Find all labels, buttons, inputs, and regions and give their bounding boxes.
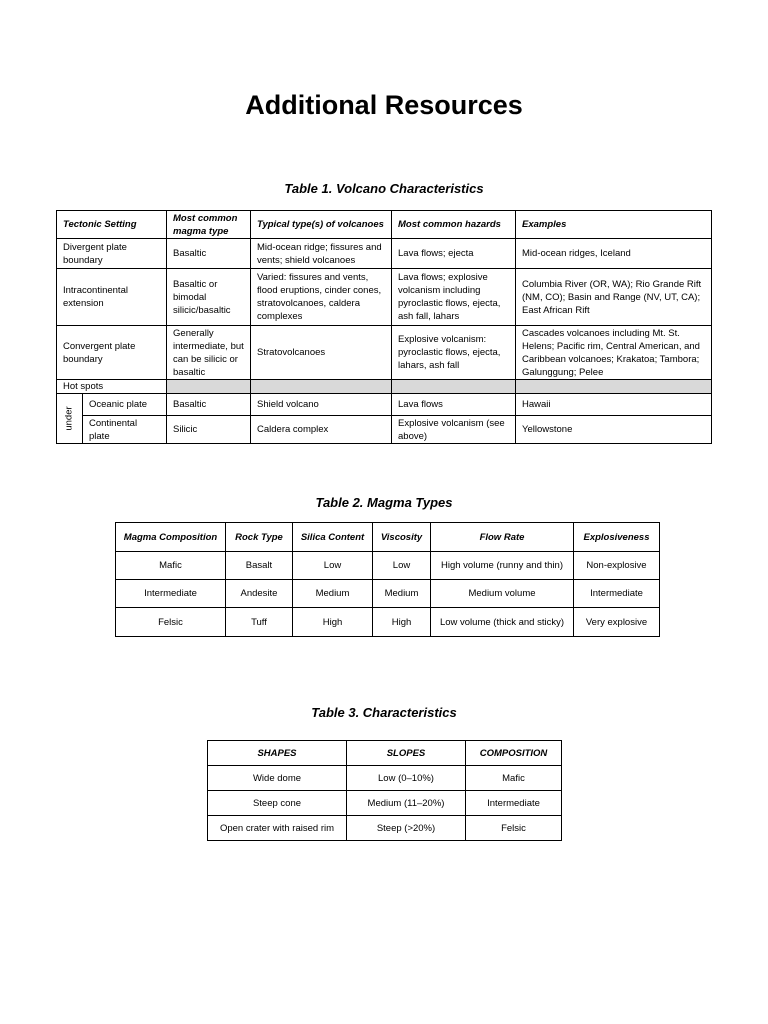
- table-cell: Medium (11–20%): [347, 791, 466, 816]
- table-cell: Felsic: [116, 608, 226, 637]
- header-cell: Magma Composition: [116, 523, 226, 552]
- table-cell: Tuff: [226, 608, 293, 637]
- table-cell: Intermediate: [116, 580, 226, 608]
- table-cell: Low: [293, 552, 373, 580]
- table-cell: Explosive volcanism (see above): [392, 416, 516, 444]
- header-cell: Viscosity: [373, 523, 431, 552]
- table-header-row: [57, 211, 712, 239]
- table3-caption: Table 3. Characteristics: [311, 705, 457, 720]
- table-cell: Medium volume: [431, 580, 574, 608]
- table-row: [57, 269, 712, 326]
- table-cell: High: [373, 608, 431, 637]
- header-cell: SHAPES: [208, 741, 347, 766]
- table-row: [208, 766, 562, 791]
- table-cell: Divergent plate boundary: [57, 239, 167, 269]
- table-cell: Columbia River (OR, WA); Rio Grande Rift (NM, CO); Basin and Range (NV, UT, CA); East African Rift: [516, 269, 712, 326]
- table1-caption: Table 1. Volcano Characteristics: [284, 181, 484, 196]
- header-cell: SLOPES: [347, 741, 466, 766]
- hotspots-row: [57, 380, 712, 394]
- under-label: under: [64, 406, 75, 431]
- table-header-row: [116, 523, 660, 552]
- table-cell: Stratovolcanoes: [251, 326, 392, 380]
- table-cell: Steep (>20%): [347, 816, 466, 841]
- table-row: [116, 552, 660, 580]
- shaded-cell: [251, 380, 392, 394]
- table-row: [116, 608, 660, 637]
- table-cell: Intracontinental extension: [57, 269, 167, 326]
- header-cell: Flow Rate: [431, 523, 574, 552]
- header-cell: Most common hazards: [392, 211, 516, 239]
- table-header-row: [208, 741, 562, 766]
- table-row: [57, 416, 712, 444]
- table-cell: Non-explosive: [574, 552, 660, 580]
- table-cell: Explosive volcanism: pyroclastic flows, ejecta, lahars, ash fall: [392, 326, 516, 380]
- shaded-cell: [167, 380, 251, 394]
- table2-caption: Table 2. Magma Types: [315, 495, 453, 510]
- table-cell: Oceanic plate: [83, 394, 167, 416]
- table-cell: Shield volcano: [251, 394, 392, 416]
- table-cell: Lava flows; ejecta: [392, 239, 516, 269]
- table-cell: Low (0–10%): [347, 766, 466, 791]
- table-cell: Generally intermediate, but can be silicic or basaltic: [167, 326, 251, 380]
- table-cell: Steep cone: [208, 791, 347, 816]
- table-cell: Basaltic or bimodal silicic/basaltic: [167, 269, 251, 326]
- header-cell: Explosiveness: [574, 523, 660, 552]
- table-cell: Continental plate: [83, 416, 167, 444]
- header-cell: Typical type(s) of volcanoes: [251, 211, 392, 239]
- table-cell: Andesite: [226, 580, 293, 608]
- table-cell: Low: [373, 552, 431, 580]
- header-cell: Most common magma type: [167, 211, 251, 239]
- volcano-characteristics-table: [56, 210, 712, 444]
- table-cell: Lava flows; explosive volcanism including pyroclastic flows, ejecta, ash fall, lahars: [392, 269, 516, 326]
- table-cell: Mid-ocean ridge; fissures and vents; shield volcanoes: [251, 239, 392, 269]
- table-cell: Medium: [373, 580, 431, 608]
- table-cell: Very explosive: [574, 608, 660, 637]
- header-cell: COMPOSITION: [466, 741, 562, 766]
- header-cell: Tectonic Setting: [57, 211, 167, 239]
- table-row: [57, 239, 712, 269]
- table-row: [57, 326, 712, 380]
- shaded-cell: [516, 380, 712, 394]
- table-cell: Lava flows: [392, 394, 516, 416]
- table-cell: Intermediate: [466, 791, 562, 816]
- table-row: [208, 791, 562, 816]
- header-cell: Examples: [516, 211, 712, 239]
- magma-types-table: [115, 522, 660, 637]
- table-cell: Mafic: [116, 552, 226, 580]
- table-cell: Intermediate: [574, 580, 660, 608]
- table-row: [57, 394, 712, 416]
- under-cell: [57, 394, 83, 444]
- table-row: [208, 816, 562, 841]
- table-cell: Caldera complex: [251, 416, 392, 444]
- header-cell: Rock Type: [226, 523, 293, 552]
- table-cell: Felsic: [466, 816, 562, 841]
- header-cell: Silica Content: [293, 523, 373, 552]
- table-cell: Wide dome: [208, 766, 347, 791]
- table-cell: Mafic: [466, 766, 562, 791]
- table-cell: Basaltic: [167, 394, 251, 416]
- table-cell: Low volume (thick and sticky): [431, 608, 574, 637]
- table-cell: Silicic: [167, 416, 251, 444]
- table-cell: Mid-ocean ridges, Iceland: [516, 239, 712, 269]
- characteristics-table: [207, 740, 562, 841]
- table-cell: Cascades volcanoes including Mt. St. Helens; Pacific rim, Central American, and Caribbean volcanoes; Krakatoa; Tambora; Galunggung; Pelee: [516, 326, 712, 380]
- table-cell: Medium: [293, 580, 373, 608]
- table-cell: Hawaii: [516, 394, 712, 416]
- shaded-cell: [392, 380, 516, 394]
- page-title: Additional Resources: [245, 90, 523, 120]
- table-cell: Yellowstone: [516, 416, 712, 444]
- table-cell: Basalt: [226, 552, 293, 580]
- table-cell: Convergent plate boundary: [57, 326, 167, 380]
- hotspots-label: Hot spots: [57, 380, 167, 394]
- table-cell: High volume (runny and thin): [431, 552, 574, 580]
- table-cell: Basaltic: [167, 239, 251, 269]
- table-cell: High: [293, 608, 373, 637]
- table-cell: Open crater with raised rim: [208, 816, 347, 841]
- table-row: [116, 580, 660, 608]
- table-cell: Varied: fissures and vents, flood eruptions, cinder cones, stratovolcanoes, caldera complexes: [251, 269, 392, 326]
